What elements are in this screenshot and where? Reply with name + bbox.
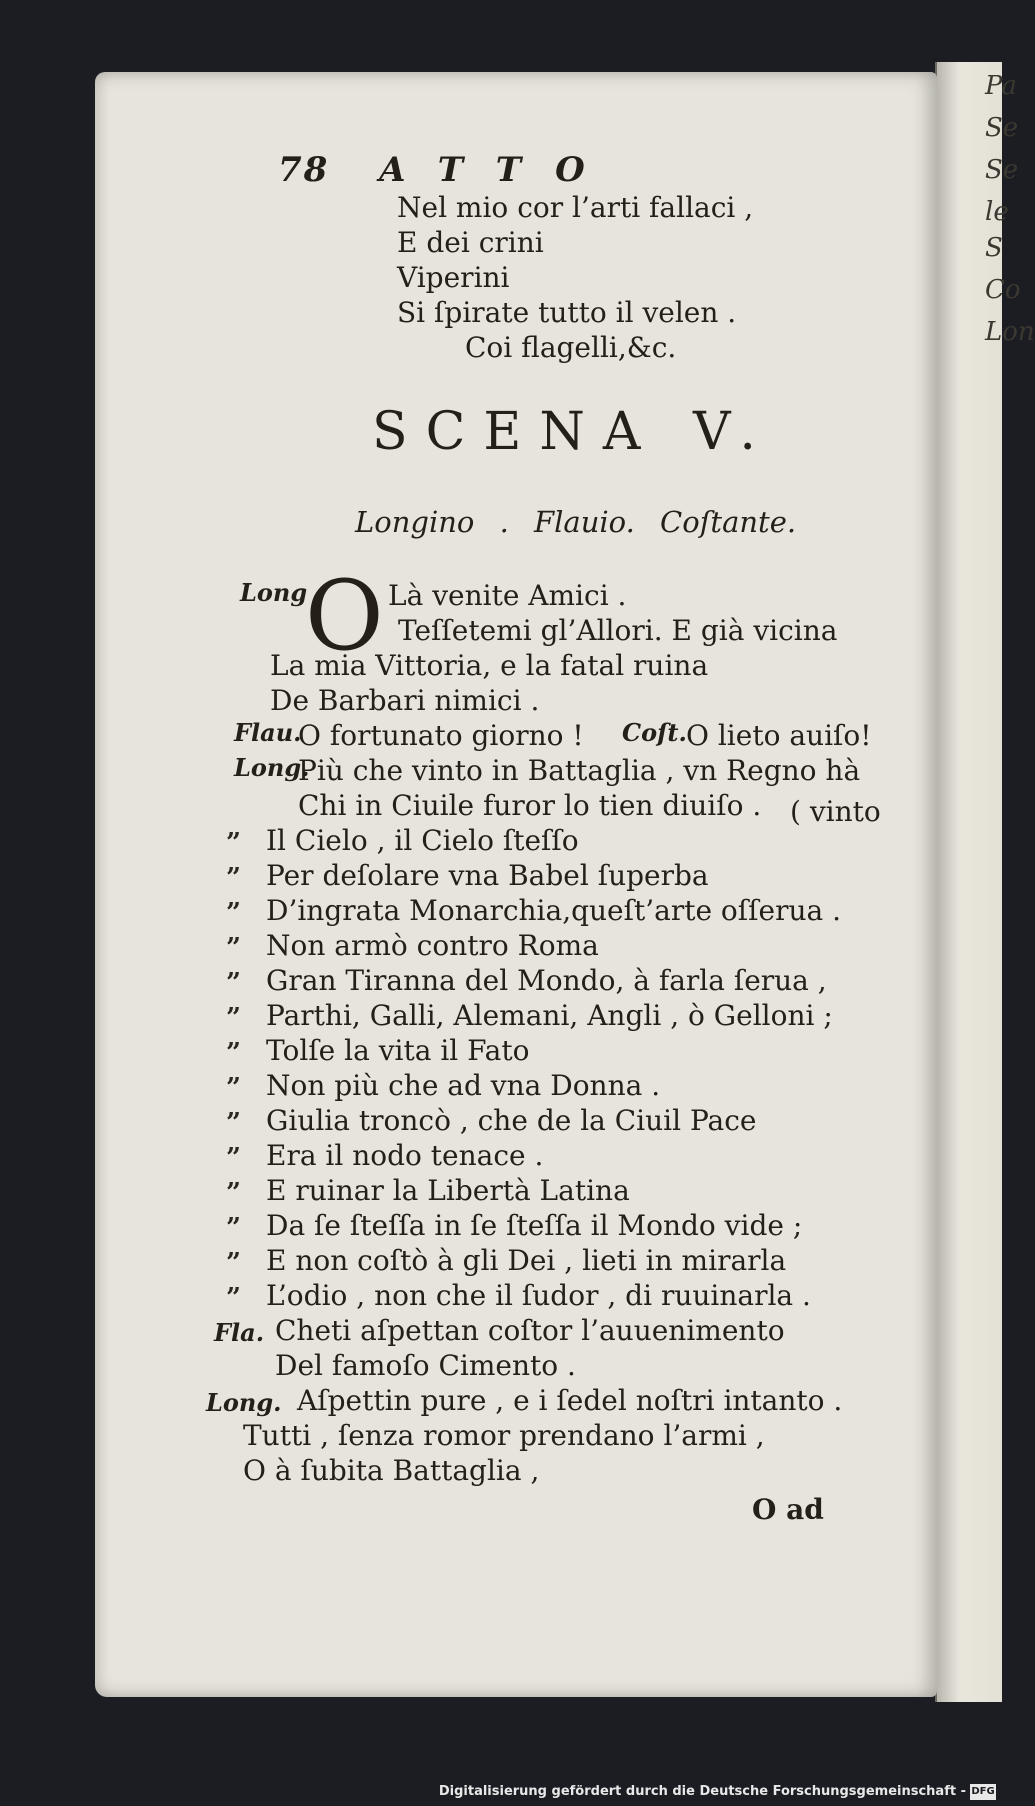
dialogue-line: Era il nodo tenace . (266, 1139, 544, 1172)
dialogue-line: Là venite Amici . (388, 579, 627, 612)
dialogue-line: Da ſe ſteſſa in ſe ſteſſa il Mondo vide ; (266, 1209, 803, 1242)
verse-line: Nel mio cor l’arti fallaci , (397, 191, 754, 224)
speaker-label: Flau. (234, 718, 302, 747)
speaker-label: Long (240, 578, 308, 607)
quotation-mark: ” (226, 1143, 241, 1173)
dialogue-line: Cheti aſpettan coſtor l’auuenimento (275, 1314, 785, 1347)
running-header (278, 150, 619, 190)
dialogue-line: D’ingrata Monarchia,queſt’arte oſſerua . (266, 894, 841, 927)
adjacent-fragment: Se (985, 113, 1019, 143)
dialogue-turnover: ( vinto (790, 795, 881, 828)
quotation-mark: ” (226, 1073, 241, 1103)
dialogue-line: Più che vinto in Battaglia , vn Regno hà (298, 754, 861, 787)
quotation-mark: ” (226, 1248, 241, 1278)
quotation-mark: ” (226, 1038, 241, 1068)
quotation-mark: ” (226, 863, 241, 893)
dialogue-line: E non coſtò à gli Dei , lieti in mirarla (266, 1244, 787, 1277)
quotation-mark: ” (226, 933, 241, 963)
dialogue-line: Non più che ad vna Donna . (266, 1069, 661, 1102)
dialogue-line: Chi in Ciuile furor lo tien diuiſo . (298, 789, 762, 822)
scene-title: SCENA V. (372, 402, 774, 462)
speaker-label: Long. (206, 1388, 282, 1417)
page-number: 78 (278, 150, 330, 190)
footer-text: Digitalisierung gefördert durch die Deutsche Forschungsgemeinschaft - (438, 1784, 966, 1799)
speaker-label: Fla. (214, 1318, 265, 1347)
quotation-mark: ” (226, 1003, 241, 1033)
catchword: O ad (752, 1493, 824, 1526)
verse-line: Viperini (397, 261, 510, 294)
dialogue-line: Per deſolare vna Babel ſuperba (266, 859, 709, 892)
dialogue-line: Gran Tiranna del Mondo, à farla ſerua , (266, 964, 827, 997)
adjacent-fragment: Se (985, 155, 1019, 185)
characters-list: Longino . Flauio. Coſtante. (355, 505, 797, 539)
verse-line: Si ſpirate tutto il velen . (397, 296, 737, 329)
dialogue-line: O fortunato giorno ! (298, 719, 584, 752)
quotation-mark: ” (226, 828, 241, 858)
drop-capital: O (305, 560, 384, 672)
dialogue-line: Aſpettin pure , e i ſedel noſtri intanto . (297, 1384, 843, 1417)
quotation-mark: ” (226, 1108, 241, 1138)
verse-line: E dei crini (397, 226, 544, 259)
quotation-mark: ” (226, 1283, 241, 1313)
quotation-mark: ” (226, 1213, 241, 1243)
quotation-mark: ” (226, 898, 241, 928)
quotation-mark: ” (226, 1178, 241, 1208)
adjacent-fragment: Co (985, 275, 1021, 305)
dialogue-line: O à ſubita Battaglia , (243, 1454, 540, 1487)
speaker-label: Coſt. (622, 718, 687, 747)
dialogue-line: L’odio , non che il ſudor , di ruuinarla . (266, 1279, 811, 1312)
adjacent-fragment: le S (985, 197, 1009, 263)
adjacent-fragment: Lon (985, 317, 1035, 347)
quotation-mark: ” (226, 968, 241, 998)
footer-bar (0, 1780, 1000, 1806)
dialogue-line: Del famoſo Cimento . (275, 1349, 576, 1382)
dialogue-line: Il Cielo , il Cielo ſteſſo (266, 824, 579, 857)
adjacent-fragment: Pa (985, 71, 1017, 101)
dialogue-line: Tolſe la vita il Fato (266, 1034, 530, 1067)
verse-line: Coi flagelli,&c. (465, 331, 677, 364)
dialogue-line: La mia Vittoria, e la fatal ruina (270, 649, 709, 682)
speaker-label: Long. (234, 753, 310, 782)
dialogue-line: Tutti , ſenza romor prendano l’armi , (243, 1419, 765, 1452)
running-title: ATTO (379, 150, 619, 190)
adjacent-page-edge (935, 62, 1035, 1702)
dialogue-line: De Barbari nimici . (270, 684, 540, 717)
dfg-logo: DFG (970, 1784, 996, 1800)
dialogue-line: Giulia troncò , che de la Ciuil Pace (266, 1104, 757, 1137)
dialogue-line: E ruinar la Libertà Latina (266, 1174, 630, 1207)
dialogue-line: Teſſetemi gl’Allori. E già vicina (398, 614, 838, 647)
dialogue-line: O lieto auiſo! (686, 719, 872, 752)
dialogue-line: Parthi, Galli, Alemani, Angli , ò Gelloni ; (266, 999, 833, 1032)
dialogue-line: Non armò contro Roma (266, 929, 599, 962)
